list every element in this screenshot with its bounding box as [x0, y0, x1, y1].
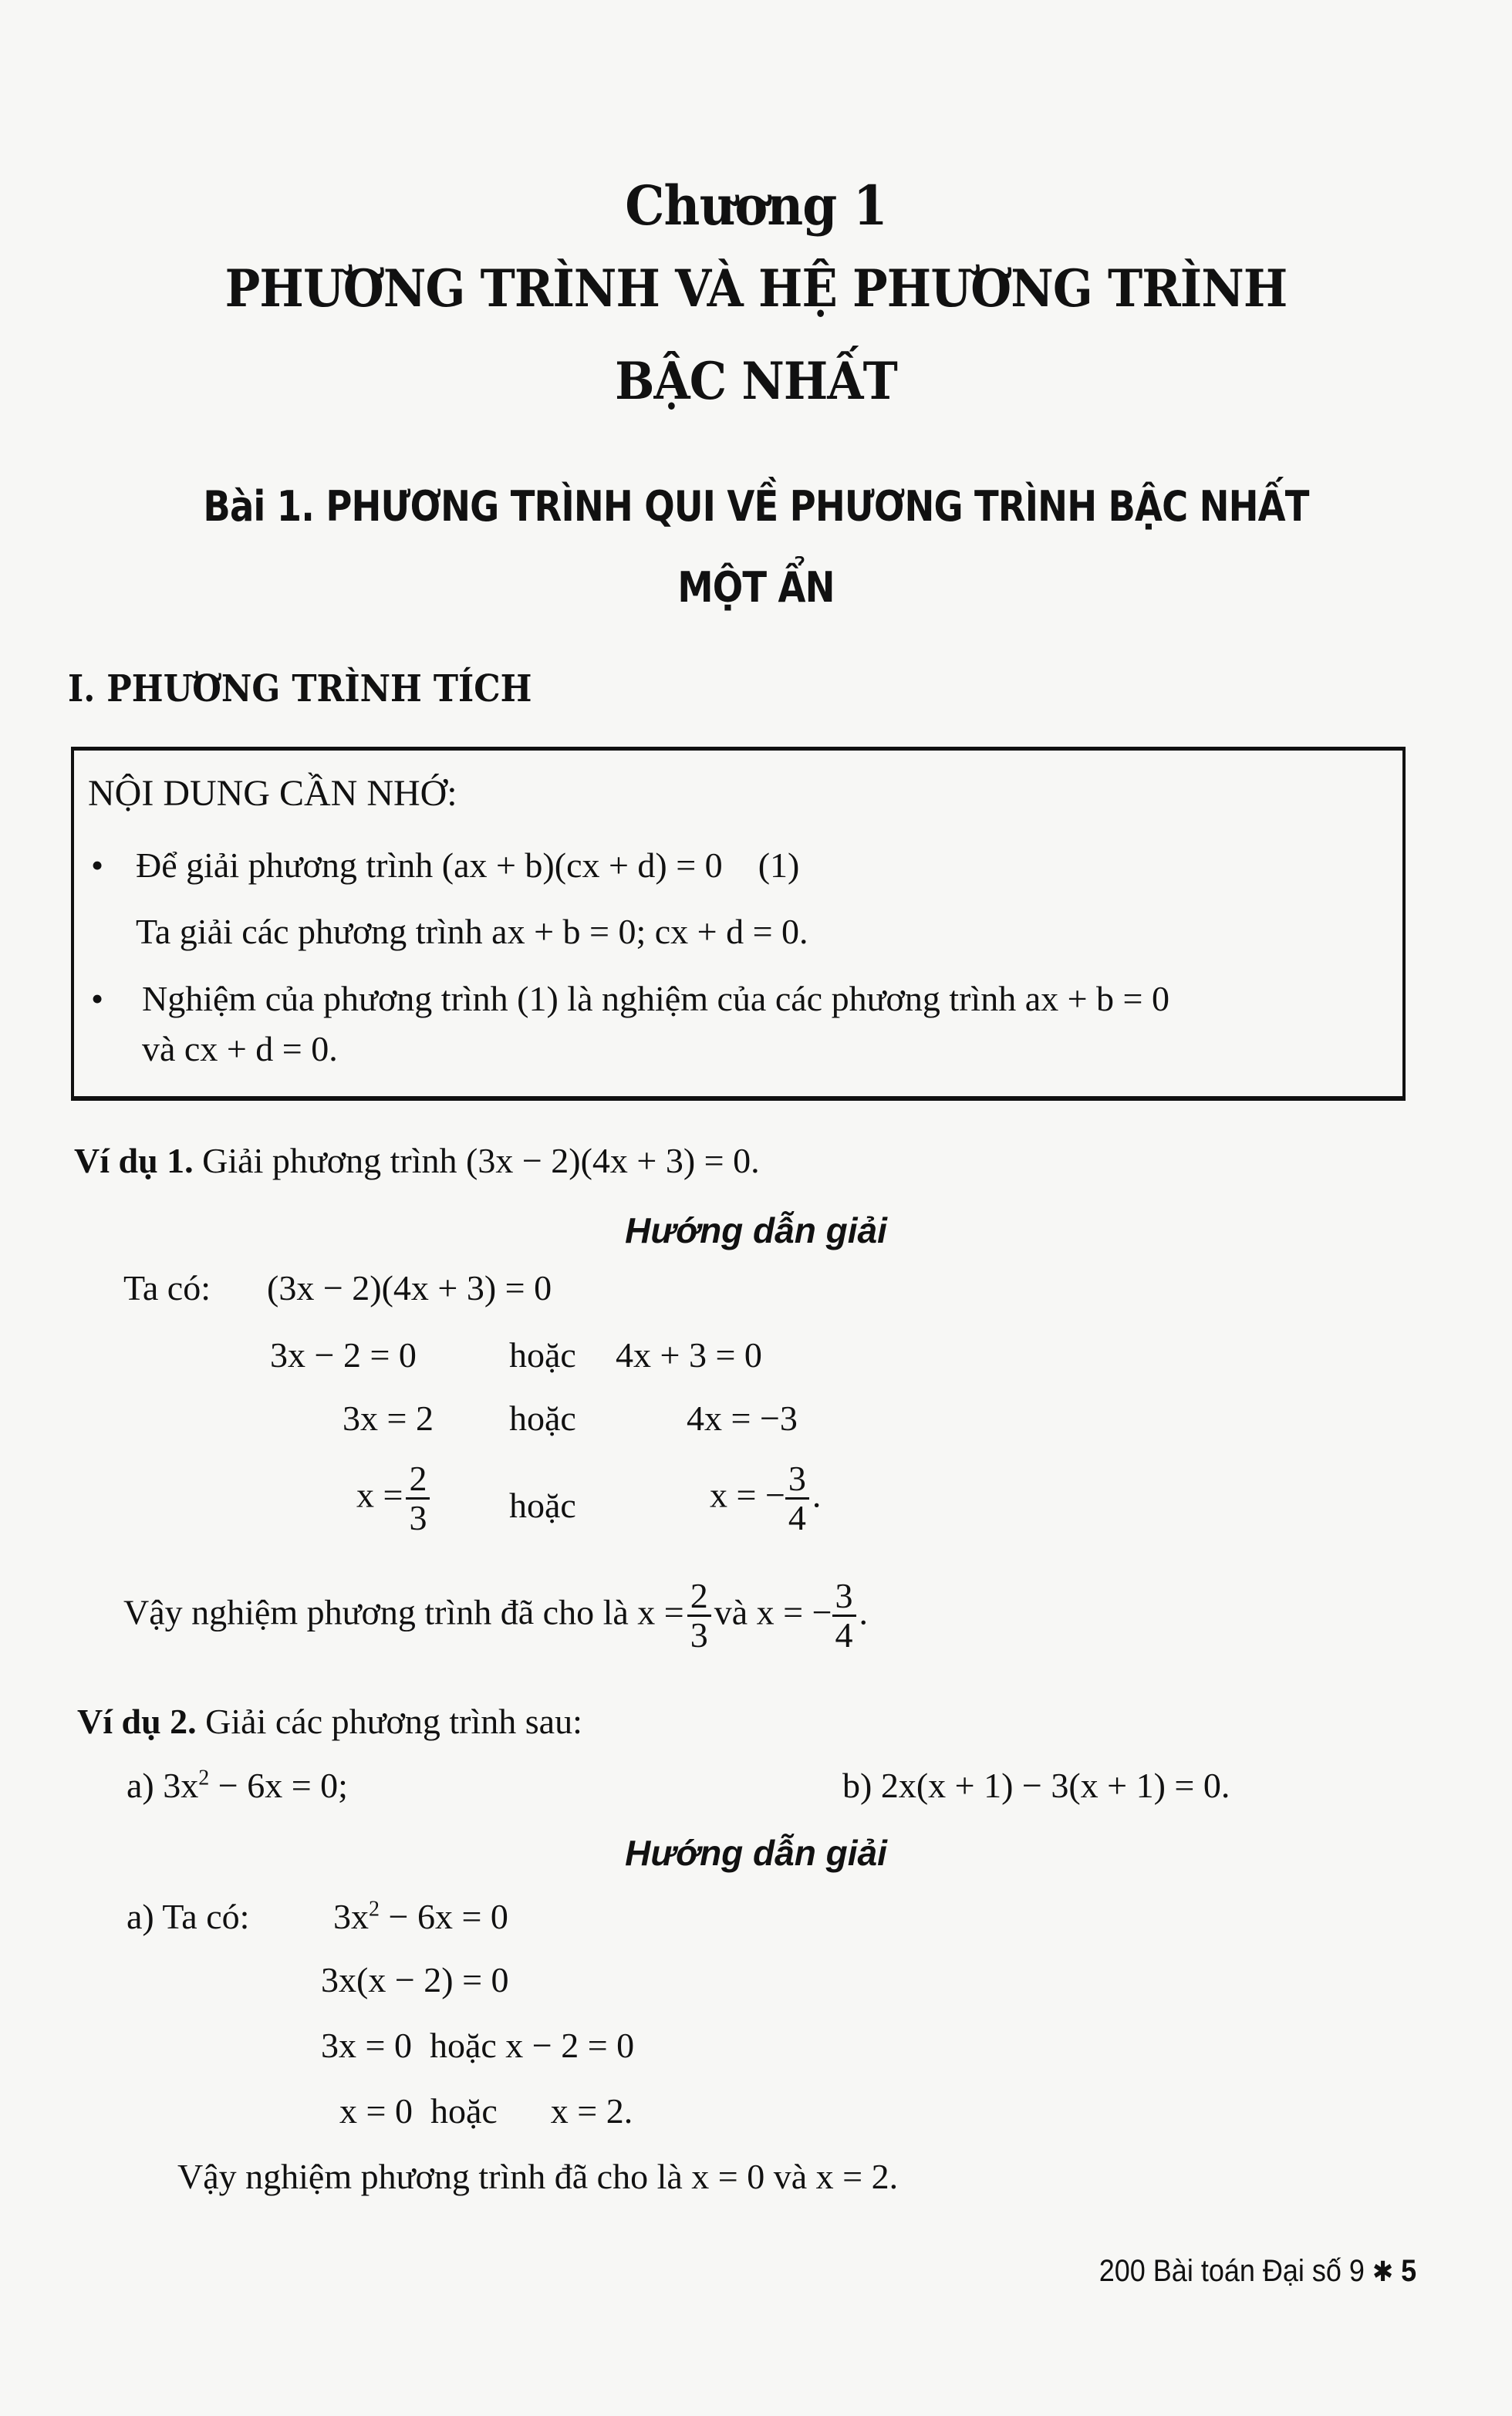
eq3b: x = − $\frac{3}{4}$ .: [710, 1459, 822, 1538]
example2-prompt: Ví dụ 2. Giải các phương trình sau:: [77, 1702, 582, 1741]
sol-eq1: $3x^2 - 6x = 0$: [333, 1897, 508, 1936]
star-icon: ✱: [1372, 2256, 1393, 2287]
page-number: 5: [1400, 2254, 1416, 2288]
example2-conclusion: Vậy nghiệm phương trình đã cho là x = 0 và x = 2.: [177, 2157, 899, 2196]
example2-part-a: a) $3x^2 - 6x = 0$;: [127, 1766, 348, 1805]
bullet-icon: •: [91, 845, 104, 885]
or-word: hoặc: [509, 1486, 576, 1525]
chapter-title-line2: BẬC NHẤT: [615, 351, 897, 411]
or-word: hoặc: [509, 1399, 576, 1438]
eq1a: 3x − 2 = 0: [270, 1335, 417, 1375]
example1-prompt: Ví dụ 1. Giải phương trình (3x − 2)(4x + 3) = 0.: [74, 1141, 760, 1180]
example1-guide-heading: Hướng dẫn giải: [625, 1210, 887, 1250]
sol-eq3: 3x = 0 hoặc x − 2 = 0: [321, 2026, 635, 2065]
eq0: (3x − 2)(4x + 3) = 0: [267, 1268, 552, 1308]
eq2b: 4x = −3: [687, 1399, 798, 1438]
remember-heading: NỘI DUNG CẦN NHỚ:: [88, 773, 457, 814]
solution-a-label: a) Ta có:: [127, 1897, 250, 1936]
chapter-title-line1: PHƯƠNG TRÌNH VÀ HỆ PHƯƠNG TRÌNH: [224, 258, 1288, 319]
bullet1-continuation: Ta giải các phương trình ax + b = 0; cx + d = 0.: [136, 912, 808, 951]
bullet1-text: Để giải phương trình (ax + b)(cx + d) = 0 (1): [136, 845, 800, 885]
bullet-icon: •: [91, 979, 104, 1018]
example2-part-b: b) 2x(x + 1) − 3(x + 1) = 0.: [842, 1766, 1230, 1805]
section-title: I. PHƯƠNG TRÌNH TÍCH: [68, 667, 532, 710]
sol-eq4: x = 0 hoặc x = 2.: [339, 2091, 633, 2131]
eq2a: 3x = 2: [343, 1399, 434, 1438]
eq1b: 4x + 3 = 0: [616, 1335, 762, 1375]
bullet2-continuation: và cx + d = 0.: [142, 1029, 338, 1068]
remember-box: [71, 747, 1406, 1101]
page-footer: 200 Bài toán Đại số 9 ✱ 5: [1099, 2254, 1416, 2288]
example2-guide-heading: Hướng dẫn giải: [625, 1833, 887, 1873]
sol-eq2: 3x(x − 2) = 0: [321, 1960, 509, 1999]
eq3a: x = $\frac{2}{3}$: [356, 1460, 433, 1537]
or-word: hoặc: [509, 1335, 576, 1375]
lesson-title-line1: Bài 1. PHƯƠNG TRÌNH QUI VỀ PHƯƠNG TRÌNH BẬC NHẤT: [203, 482, 1309, 531]
bullet2-text: Nghiệm của phương trình (1) là nghiệm của các phương trình ax + b = 0: [142, 979, 1170, 1018]
chapter-label: Chương 1: [625, 174, 887, 238]
ta-co-label: Ta có:: [123, 1268, 211, 1308]
example1-conclusion: Vậy nghiệm phương trình đã cho là x = $\frac{2}{3}$ và x = − $\frac{3}{4}$ .: [123, 1576, 869, 1655]
lesson-title-line2: MỘT ẨN: [677, 563, 835, 612]
